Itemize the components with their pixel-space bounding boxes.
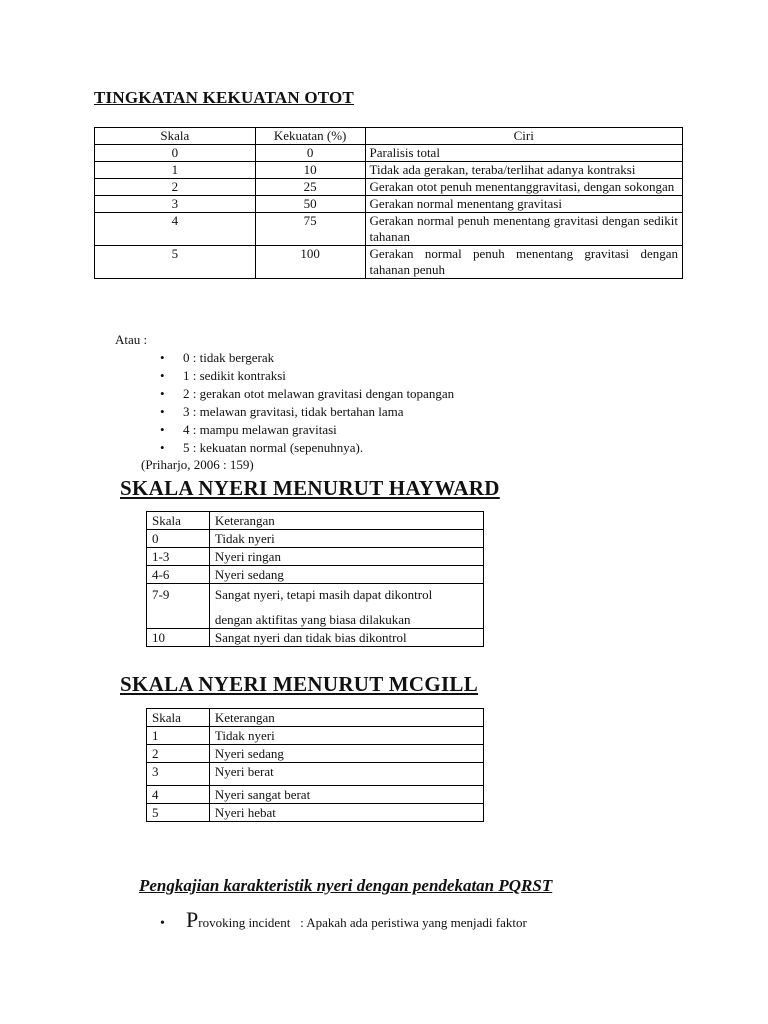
cell-ciri: Gerakan normal penuh menentang gravitasi dengan sedikit tahanan <box>365 213 682 246</box>
cell-keterangan: Nyeri sangat berat <box>209 786 483 804</box>
table-row <box>147 786 484 804</box>
list-item-text: 5 : kekuatan normal (sepenuhnya). <box>183 440 364 455</box>
hayward-title: SKALA NYERI MENURUT HAYWARD <box>120 476 500 500</box>
list-item <box>160 403 454 421</box>
cell-skala: 0 <box>147 530 210 548</box>
cell-skala: 2 <box>95 179 256 196</box>
cell-ciri: Gerakan otot penuh menentanggravitasi, dengan sokongan <box>365 179 682 196</box>
cell-kekuatan: 25 <box>255 179 365 196</box>
cell-ciri: Gerakan normal menentang gravitasi <box>365 196 682 213</box>
cell-keterangan: Tidak nyeri <box>209 530 483 548</box>
cell-keterangan: Nyeri berat <box>209 763 483 786</box>
muscle-strength-title: TINGKATAN KEKUATAN OTOT <box>94 88 354 107</box>
cell-keterangan <box>209 584 483 629</box>
provoking-item <box>160 907 527 933</box>
cell-kekuatan: 100 <box>255 246 365 279</box>
cell-skala: 3 <box>95 196 256 213</box>
list-item <box>160 421 454 439</box>
list-item <box>160 385 454 403</box>
bullet-icon: • <box>160 350 165 365</box>
cell-skala: 0 <box>95 145 256 162</box>
cell-kekuatan: 75 <box>255 213 365 246</box>
table-row <box>147 584 484 629</box>
bullet-icon: • <box>160 422 165 437</box>
cell-skala: 5 <box>95 246 256 279</box>
cell-skala: 1 <box>147 727 210 745</box>
table-row <box>147 745 484 763</box>
provoking-initial: P <box>186 907 199 932</box>
cell-kekuatan: 10 <box>255 162 365 179</box>
provoking-term: rovoking incident <box>198 915 291 930</box>
mcgill-title: SKALA NYERI MENURUT MCGILL <box>120 672 479 696</box>
bullet-icon: • <box>160 404 165 419</box>
list-item <box>160 349 454 367</box>
list-item-text: 0 : tidak bergerak <box>183 350 275 365</box>
list-item-text: 3 : melawan gravitasi, tidak bertahan lama <box>183 404 404 419</box>
cell-skala: 4-6 <box>147 566 210 584</box>
table-header-row <box>147 512 484 530</box>
bullet-icon: • <box>160 386 165 401</box>
cell-skala: 10 <box>147 629 210 647</box>
cell-skala: 3 <box>147 763 210 786</box>
table-row <box>147 548 484 566</box>
atau-label: Atau : <box>115 332 148 347</box>
cell-skala: 1 <box>95 162 256 179</box>
cell-skala: 5 <box>147 804 210 822</box>
provoking-description: Apakah ada peristiwa yang menjadi faktor <box>306 915 527 930</box>
header-ciri: Ciri <box>365 128 682 145</box>
provoking-separator: : <box>290 915 307 930</box>
muscle-strength-table <box>94 127 683 279</box>
table-row <box>95 162 683 179</box>
cell-skala: 7-9 <box>147 584 210 629</box>
table-header-row <box>95 128 683 145</box>
cell-keterangan: Tidak nyeri <box>209 727 483 745</box>
header-keterangan: Keterangan <box>209 709 483 727</box>
header-skala: Skala <box>147 512 210 530</box>
cell-skala: 2 <box>147 745 210 763</box>
cell-keterangan: Nyeri ringan <box>209 548 483 566</box>
list-item-text: 1 : sedikit kontraksi <box>183 368 286 383</box>
table-row <box>95 179 683 196</box>
cell-skala: 1-3 <box>147 548 210 566</box>
scale-bullet-list <box>160 349 454 457</box>
cell-ciri: Gerakan normal penuh menentang gravitasi dengan tahanan penuh <box>365 246 682 279</box>
bullet-icon: • <box>160 916 165 931</box>
table-header-row <box>147 709 484 727</box>
hayward-table <box>146 511 484 647</box>
bullet-icon: • <box>160 440 165 455</box>
header-kekuatan: Kekuatan (%) <box>255 128 365 145</box>
cell-keterangan: Sangat nyeri dan tidak bias dikontrol <box>209 629 483 647</box>
list-item <box>160 439 454 457</box>
pqrst-title: Pengkajian karakteristik nyeri dengan pendekatan PQRST <box>139 876 553 895</box>
header-skala: Skala <box>147 709 210 727</box>
list-item-text: 2 : gerakan otot melawan gravitasi dengan topangan <box>183 386 455 401</box>
citation: (Priharjo, 2006 : 159) <box>141 457 254 472</box>
table-row <box>95 196 683 213</box>
list-item-text: 4 : mampu melawan gravitasi <box>183 422 337 437</box>
cell-kekuatan: 50 <box>255 196 365 213</box>
cell-skala: 4 <box>95 213 256 246</box>
cell-keterangan: Nyeri sedang <box>209 566 483 584</box>
table-row <box>147 763 484 786</box>
header-skala: Skala <box>95 128 256 145</box>
list-item <box>160 367 454 385</box>
table-row <box>147 530 484 548</box>
cell-skala: 4 <box>147 786 210 804</box>
keterangan-line-1: Sangat nyeri, tetapi masih dapat dikontrol <box>214 587 433 602</box>
cell-keterangan: Nyeri hebat <box>209 804 483 822</box>
table-row <box>95 213 683 246</box>
table-row <box>147 566 484 584</box>
keterangan-line-2: dengan aktifitas yang biasa dilakukan <box>214 612 411 627</box>
bullet-icon: • <box>160 368 165 383</box>
table-row <box>147 804 484 822</box>
cell-ciri: Paralisis total <box>365 145 682 162</box>
mcgill-table <box>146 708 484 822</box>
table-row <box>95 246 683 279</box>
cell-ciri: Tidak ada gerakan, teraba/terlihat adanya kontraksi <box>365 162 682 179</box>
table-row <box>95 145 683 162</box>
cell-keterangan: Nyeri sedang <box>209 745 483 763</box>
table-row <box>147 629 484 647</box>
cell-kekuatan: 0 <box>255 145 365 162</box>
header-keterangan: Keterangan <box>209 512 483 530</box>
table-row <box>147 727 484 745</box>
